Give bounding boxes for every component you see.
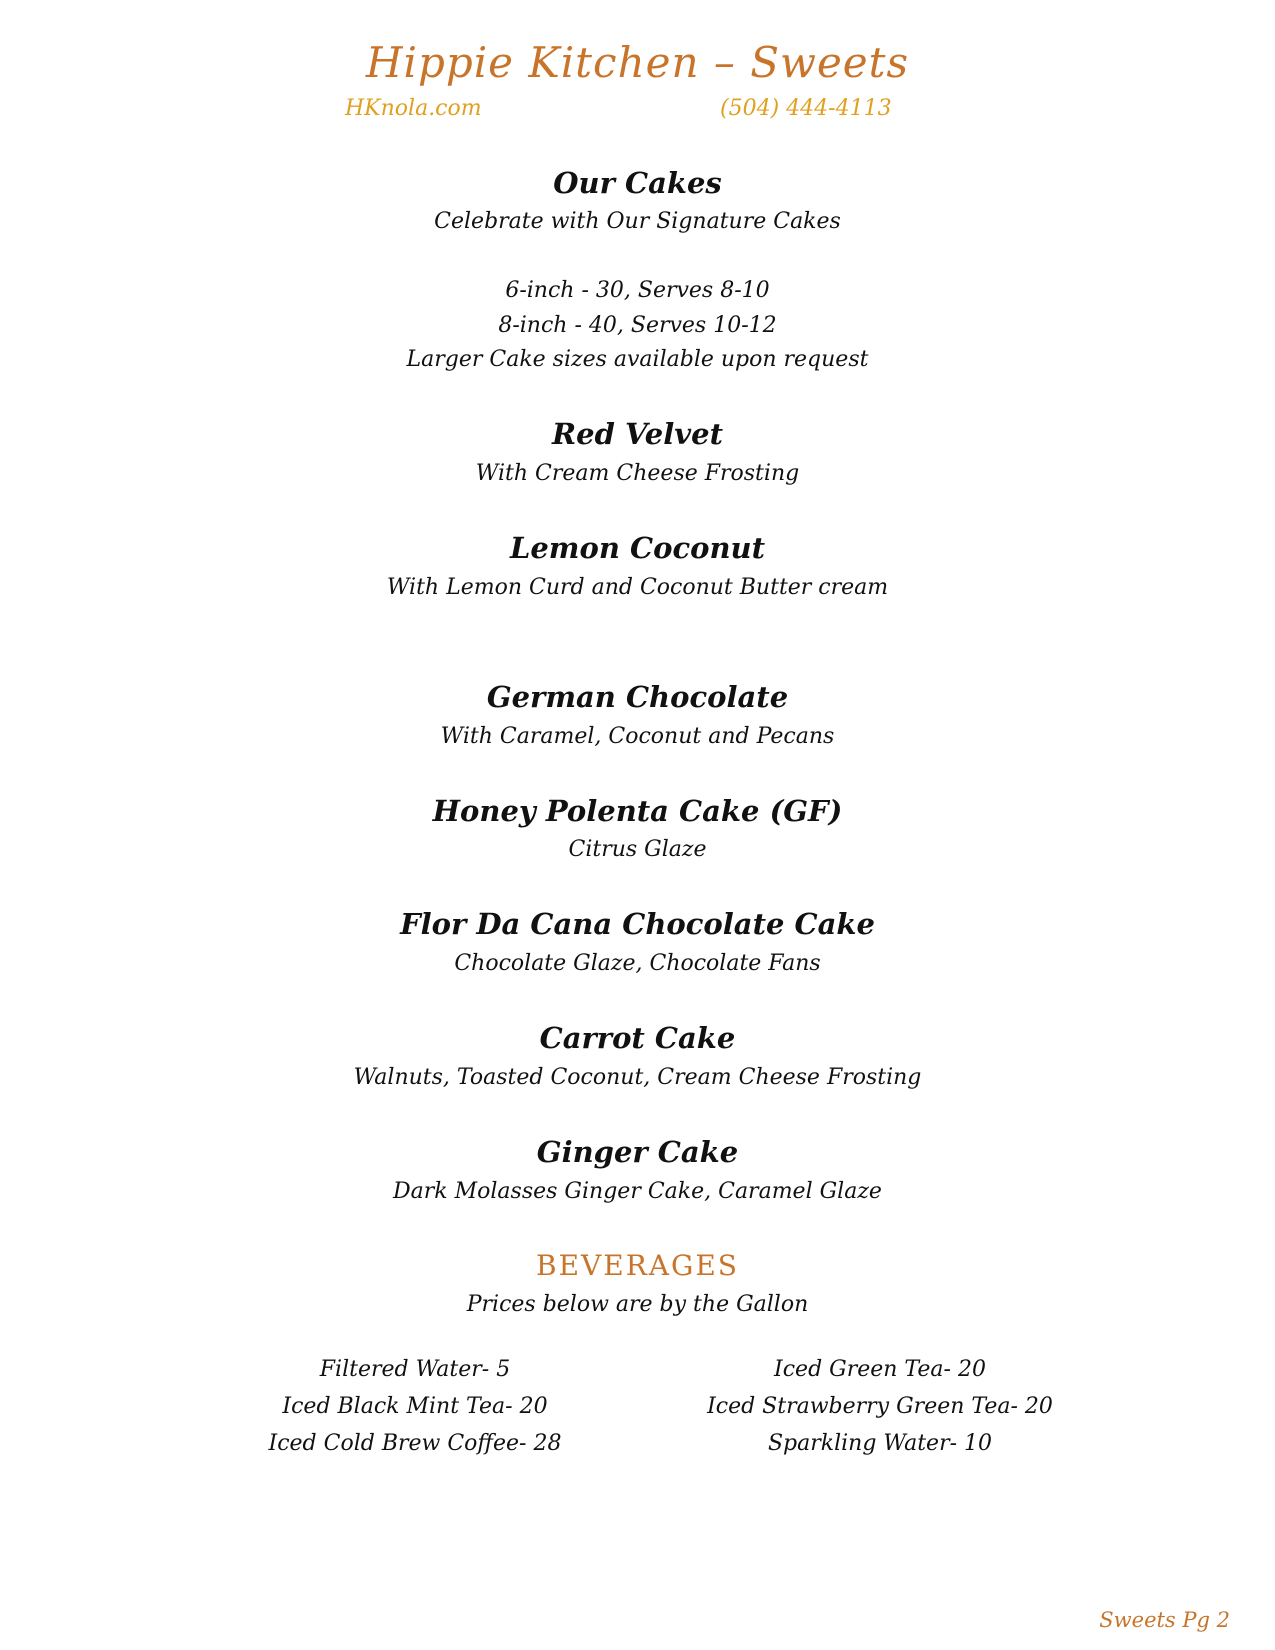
cake-description: With Cream Cheese Frosting xyxy=(475,461,800,486)
cake-name: Honey Polenta Cake (GF) xyxy=(432,794,843,828)
cake-name: Red Velvet xyxy=(552,417,723,451)
beverage-item: Filtered Water- 5 xyxy=(319,1357,511,1382)
beverage-item: Sparkling Water- 10 xyxy=(767,1431,993,1456)
cake-size-8inch: 8-inch - 40, Serves 10-12 xyxy=(498,313,777,338)
section-heading-beverages: BEVERAGES xyxy=(536,1249,739,1282)
website-link[interactable]: HKnola.com xyxy=(345,96,482,121)
cakes-subtitle: Celebrate with Our Signature Cakes xyxy=(434,209,841,234)
cake-size-6inch: 6-inch - 30, Serves 8-10 xyxy=(505,278,770,303)
cake-name: German Chocolate xyxy=(486,680,789,714)
beverages-right-column xyxy=(665,1351,1095,1462)
phone-number[interactable]: (504) 444-4113 xyxy=(720,96,892,121)
beverages-left-column xyxy=(225,1351,605,1462)
page-number: Sweets Pg 2 xyxy=(1099,1608,1230,1632)
beverage-item: Iced Green Tea- 20 xyxy=(774,1357,986,1382)
cake-name: Ginger Cake xyxy=(536,1135,739,1169)
beverage-item: Iced Strawberry Green Tea- 20 xyxy=(707,1394,1053,1419)
cake-description: Citrus Glaze xyxy=(568,837,707,862)
cake-name: Flor Da Cana Chocolate Cake xyxy=(400,907,875,941)
section-heading-cakes: Our Cakes xyxy=(553,166,722,200)
cake-description: Chocolate Glaze, Chocolate Fans xyxy=(454,951,821,976)
page-title: Hippie Kitchen – Sweets xyxy=(365,38,910,87)
beverage-item: Iced Black Mint Tea- 20 xyxy=(282,1394,548,1419)
beverages-note: Prices below are by the Gallon xyxy=(466,1292,809,1317)
beverage-item: Iced Cold Brew Coffee- 28 xyxy=(268,1431,562,1456)
cake-name: Lemon Coconut xyxy=(509,531,766,565)
cake-description: Walnuts, Toasted Coconut, Cream Cheese Frosting xyxy=(353,1065,922,1090)
cake-size-note: Larger Cake sizes available upon request xyxy=(406,347,869,372)
cake-description: Dark Molasses Ginger Cake, Caramel Glaze xyxy=(393,1179,882,1204)
cake-description: With Lemon Curd and Coconut Butter cream xyxy=(386,575,889,600)
cake-name: Carrot Cake xyxy=(539,1021,736,1055)
cake-description: With Caramel, Coconut and Pecans xyxy=(440,724,835,749)
